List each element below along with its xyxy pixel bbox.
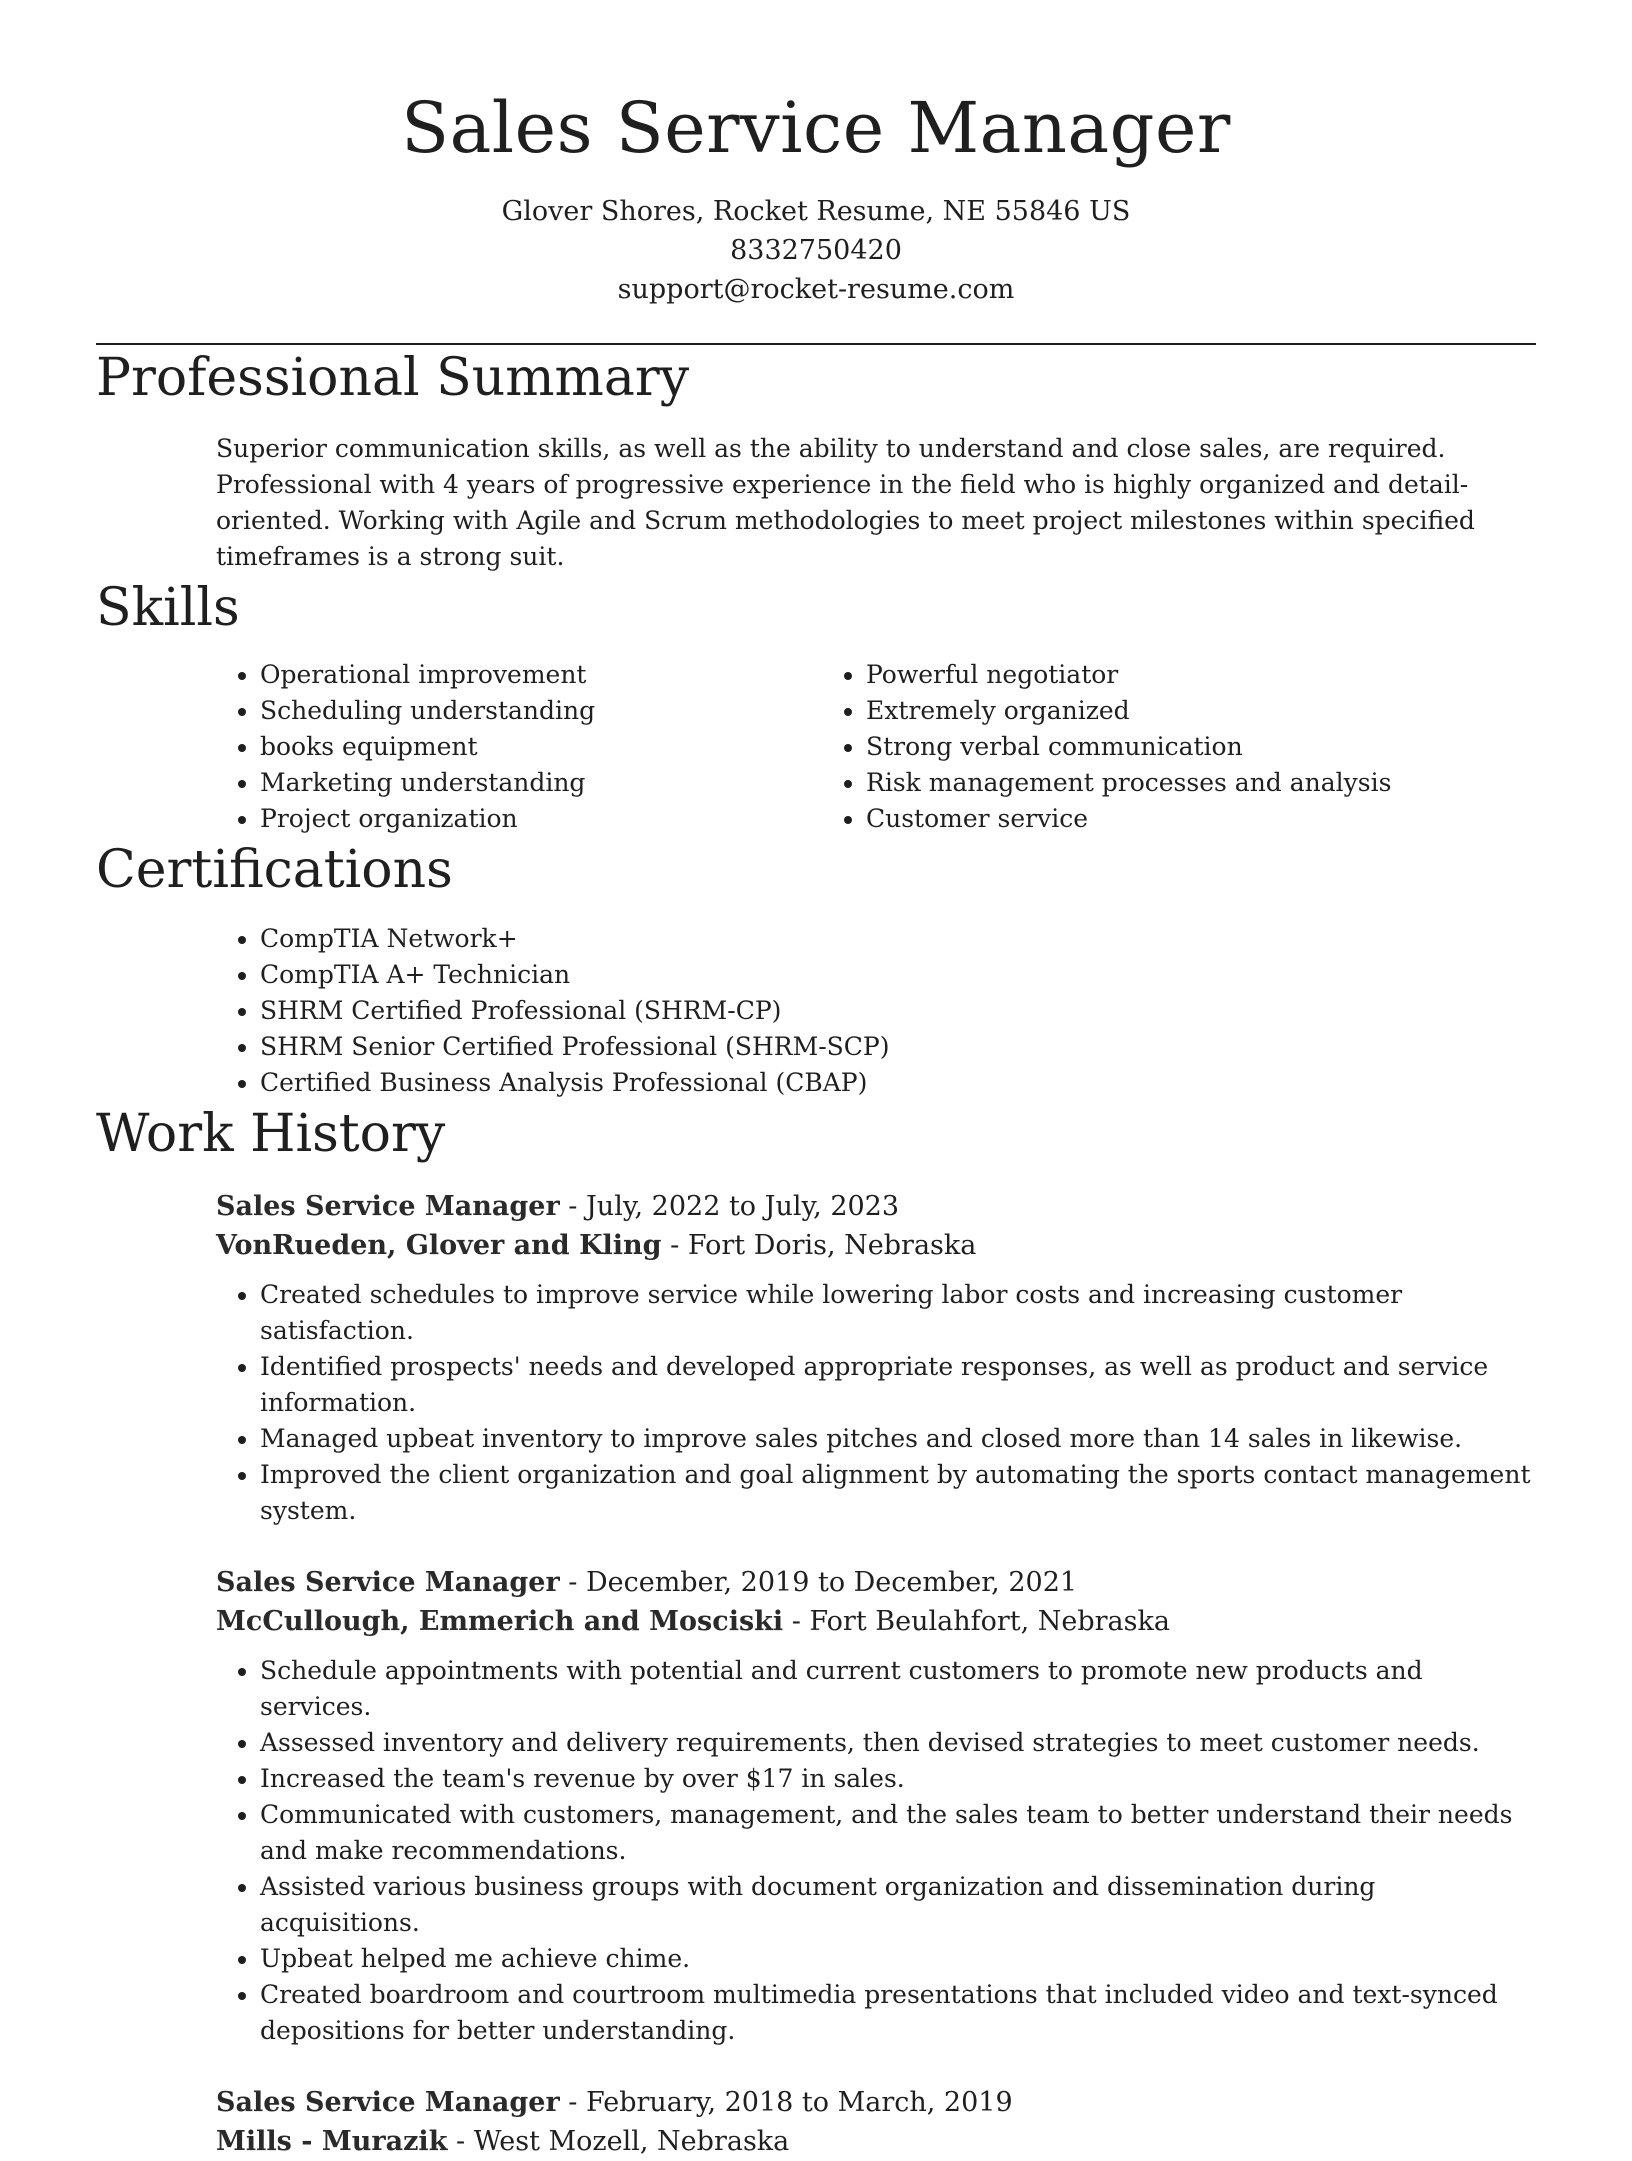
skills-column-left	[216, 657, 822, 837]
job-bullet: • Upbeat helped me achieve chime.	[260, 1941, 1536, 1977]
job-dates: - July, 2022 to July, 2023	[559, 1191, 900, 1222]
job-company-line	[216, 1602, 1536, 1641]
job-bullets	[216, 1277, 1536, 1529]
address: Glover Shores, Rocket Resume, NE 55846 US	[501, 196, 1131, 227]
resume-header	[96, 0, 1536, 309]
job-company: Mills - Murazik	[216, 2126, 448, 2157]
certification-item: • SHRM Certified Professional (SHRM-CP)	[260, 993, 1536, 1029]
skill-item: • Powerful negotiator	[866, 657, 1472, 693]
job-role-line	[216, 2083, 1536, 2122]
certification-item: • CompTIA A+ Technician	[260, 957, 1536, 993]
certification-item: • CompTIA Network+	[260, 921, 1536, 957]
certification-item: • Certified Business Analysis Professional (CBAP)	[260, 1065, 1536, 1101]
job-bullet: • Created boardroom and courtroom multimedia presentations that included video and text-synced depositions for better understanding.	[260, 1977, 1536, 2049]
job-role: Sales Service Manager	[216, 2087, 560, 2118]
job-role: Sales Service Manager	[216, 1567, 560, 1598]
skill-item: • Project organization	[260, 801, 822, 837]
job-bullet: • Communicated with customers, management, and the sales team to better understand their needs and make recommendations.	[260, 1797, 1536, 1869]
email: support@rocket-resume.com	[617, 274, 1015, 305]
job-bullet: • Assessed inventory and delivery requirements, then devised strategies to meet customer needs.	[260, 1725, 1536, 1761]
job-company: VonRueden, Glover and Kling	[216, 1230, 662, 1261]
skills-column-right	[822, 657, 1472, 837]
certifications-list	[216, 921, 1536, 1101]
resume-page	[96, 0, 1536, 2161]
skill-item: • Scheduling understanding	[260, 693, 822, 729]
job-bullet: • Increased the team's revenue by over $17 in sales.	[260, 1761, 1536, 1797]
job-bullet: • Schedule appointments with potential and current customers to promote new products and services.	[260, 1653, 1536, 1725]
skill-item: • Marketing understanding	[260, 765, 822, 801]
phone: 8332750420	[730, 235, 902, 266]
skill-item: • Customer service	[866, 801, 1472, 837]
summary-text: Superior communication skills, as well as the ability to understand and close sales, are required. Professional with 4 years of progressive experience in the field who is highly organized and detail-oriented. Working with Agile and Scrum methodologies to meet project milestones within specified timeframes is a strong suit.	[216, 434, 1475, 571]
job-location: - Fort Beulahfort, Nebraska	[783, 1606, 1170, 1637]
skill-item: • Risk management processes and analysis	[866, 765, 1472, 801]
certification-item: • SHRM Senior Certified Professional (SHRM-SCP)	[260, 1029, 1536, 1065]
job-role-line	[216, 1187, 1536, 1226]
job-company: McCullough, Emmerich and Mosciski	[216, 1606, 784, 1637]
job-bullet: • Managed upbeat inventory to improve sales pitches and closed more than 14 sales in likewise.	[260, 1421, 1536, 1457]
job-dates: - December, 2019 to December, 2021	[559, 1567, 1078, 1598]
skill-item: • Operational improvement	[260, 657, 822, 693]
job-location: - Fort Doris, Nebraska	[661, 1230, 977, 1261]
skill-item: • Strong verbal communication	[866, 729, 1472, 765]
job-entry	[216, 1187, 1536, 1529]
work-history-heading: Work History	[96, 1104, 446, 1164]
job-company-line	[216, 1226, 1536, 1265]
job-bullet: • Created schedules to improve service while lowering labor costs and increasing customer satisfaction.	[260, 1277, 1536, 1349]
skills-list	[216, 657, 1536, 837]
job-dates: - February, 2018 to March, 2019	[559, 2087, 1013, 2118]
job-bullets	[216, 1653, 1536, 2049]
contact-block	[96, 192, 1536, 309]
job-entry	[216, 2083, 1536, 2161]
job-company-line	[216, 2122, 1536, 2161]
job-role-line	[216, 1563, 1536, 1602]
skills-heading: Skills	[96, 578, 240, 638]
certifications-heading: Certifications	[96, 840, 453, 900]
job-entry	[216, 1563, 1536, 2049]
job-location: - West Mozell, Nebraska	[447, 2126, 790, 2157]
job-bullet: • Identified prospects' needs and developed appropriate responses, as well as product and service information.	[260, 1349, 1536, 1421]
job-role: Sales Service Manager	[216, 1191, 560, 1222]
skill-item: • books equipment	[260, 729, 822, 765]
summary-heading: Professional Summary	[96, 348, 690, 408]
job-bullet: • Assisted various business groups with document organization and dissemination during acquisitions.	[260, 1869, 1536, 1941]
candidate-title: Sales Service Manager	[401, 87, 1231, 169]
skill-item: • Extremely organized	[866, 693, 1472, 729]
job-bullet: • Improved the client organization and goal alignment by automating the sports contact management system.	[260, 1457, 1536, 1529]
